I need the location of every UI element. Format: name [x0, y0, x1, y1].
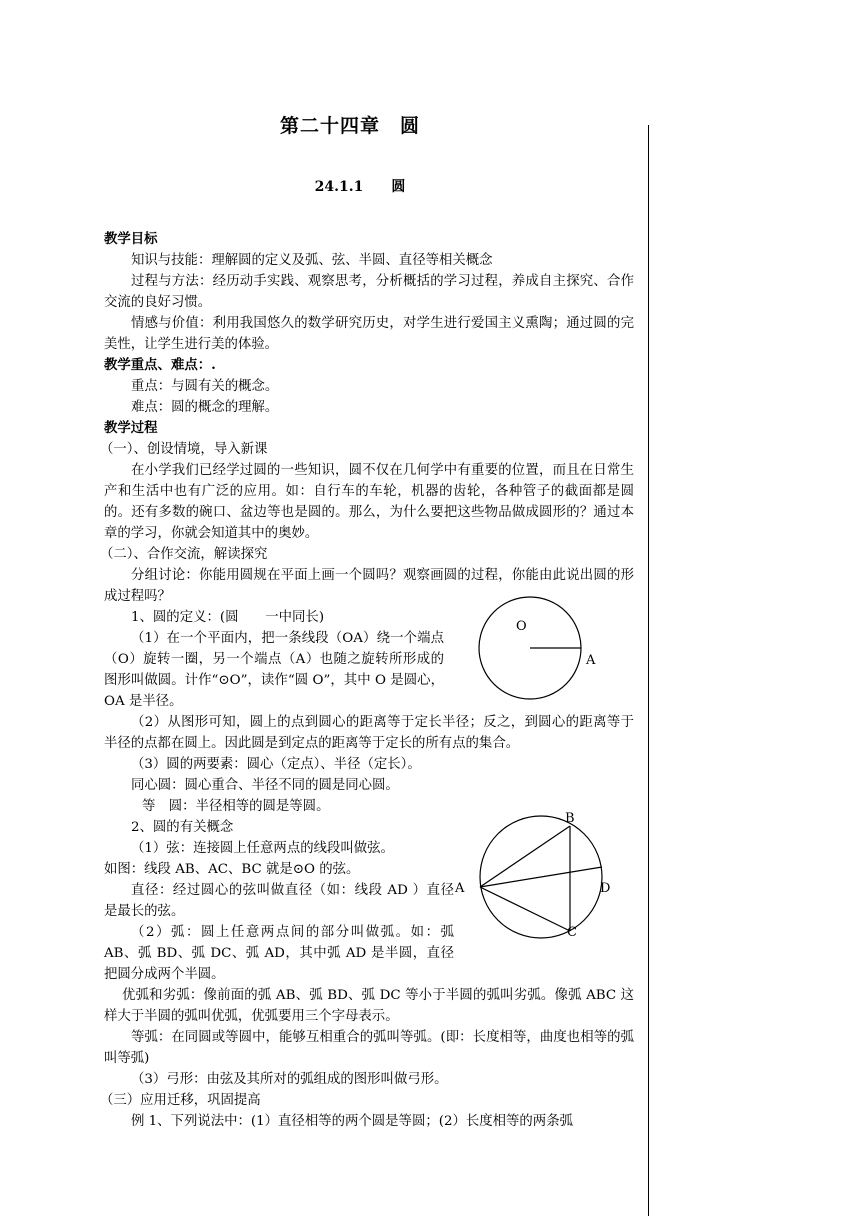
paragraph: （1）弦：连接圆上任意两点的线段叫做弦。: [131, 841, 394, 856]
label-c: C: [567, 925, 577, 940]
paragraph: 等弧：在同圆或等圆中，能够互相重合的弧叫等弧。(即：长度相等，曲度也相等的弧叫等弧): [104, 1030, 634, 1066]
section-heading: （三）应用迁移，巩固提高: [100, 1093, 261, 1108]
section-title: 24.1.1 圆: [314, 179, 406, 195]
heading-goals: 教学目标: [104, 231, 158, 247]
paragraph: 知识与技能：理解圆的定义及弧、弦、半圆、直径等相关概念: [131, 253, 493, 268]
heading-key-points: 教学重点、难点：.: [104, 357, 216, 373]
paragraph: 1、圆的定义：(圆 一中同长): [131, 610, 325, 625]
paragraph: 如图：线段 AB、AC、BC 就是⊙O 的弦。: [104, 862, 360, 877]
paragraph: （3）圆的两要素：圆心（定点）、半径（定长）。: [131, 757, 421, 772]
label-o: O: [516, 619, 527, 634]
paragraph: （1）在一个平面内，把一条线段（OA）绕一个端点（O）旋转一圈，另一个端点（A）也随之旋转所形成的图形叫做圆。计作“⊙O”，读作“圆 O”，其中 O 是圆心，OA 是半径。: [104, 631, 444, 709]
paragraph: 重点：与圆有关的概念。: [131, 379, 279, 394]
chord-ab: [480, 826, 570, 887]
label-d: D: [600, 881, 611, 896]
chord-ac: [480, 887, 570, 931]
paragraph: 2、圆的有关概念: [131, 820, 234, 835]
paragraph: 分组讨论：你能用圆规在平面上画一个圆吗？观察画圆的过程，你能由此说出圆的形成过程吗？: [104, 568, 634, 604]
heading-process: 教学过程: [104, 420, 158, 436]
label-a: A: [455, 881, 465, 896]
paragraph: 直径：经过圆心的弦叫做直径（如：线段 AD ）直径是最长的弦。: [104, 883, 454, 919]
paragraph: 难点：圆的概念的理解。: [131, 400, 279, 415]
paragraph: 同心圆：圆心重合、半径不同的圆是同心圆。: [131, 778, 399, 793]
figure-circle-chords: [450, 810, 620, 940]
paragraph: （3）弓形：由弦及其所对的弧组成的图形叫做弓形。: [131, 1072, 448, 1087]
paragraph: （2）从图形可知，圆上的点到圆心的距离等于定长半径；反之，到圆心的距离等于半径的点都在圆上。因此圆是到定点的距离等于定长的所有点的集合。: [104, 715, 634, 751]
paragraph: 情感与价值：利用我国悠久的数学研究历史，对学生进行爱国主义熏陶；通过圆的完美性，让学生进行美的体验。: [104, 316, 634, 352]
page-margin-line: [648, 125, 649, 1216]
diameter-ad: [480, 867, 602, 887]
chapter-title: 第二十四章 圆: [279, 115, 420, 137]
paragraph: 优弧和劣弧：像前面的弧 AB、弧 BD、弧 DC 等小于半圆的弧叫劣弧。像弧 ABC 这样大于半圆的弧叫优弧，优弧要用三个字母表示。: [104, 988, 634, 1024]
paragraph: 等 圆：半径相等的圆是等圆。: [142, 799, 330, 814]
figure-circle-radius: [470, 596, 610, 706]
paragraph: （2）弧：圆上任意两点间的部分叫做弧。如：弧 AB、弧 BD、弧 DC、弧 AD，其中弧 AD 是半圆，直径把圆分成两个半圆。: [104, 925, 454, 982]
label-a: A: [586, 653, 596, 668]
section-heading: （一）、创设情境，导入新课: [100, 442, 268, 457]
section-heading: （二）、合作交流，解读探究: [100, 547, 268, 562]
paragraph: 例 1、下列说法中：(1）直径相等的两个圆是等圆；(2）长度相等的两条弧: [131, 1114, 573, 1129]
paragraph: 在小学我们已经学过圆的一些知识，圆不仅在几何学中有重要的位置，而且在日常生产和生活中也有广泛的应用。如：自行车的车轮，机器的齿轮，各种管子的截面都是圆的。还有多数的碗口、盆边等也是圆的。那么，为什么要把这些物品做成圆形的？通过本章的学习，你就会知道其中的奥妙。: [104, 463, 634, 541]
label-b: B: [565, 811, 575, 826]
paragraph: 过程与方法：经历动手实践、观察思考，分析概括的学习过程，养成自主探究、合作交流的良好习惯。: [104, 274, 634, 310]
